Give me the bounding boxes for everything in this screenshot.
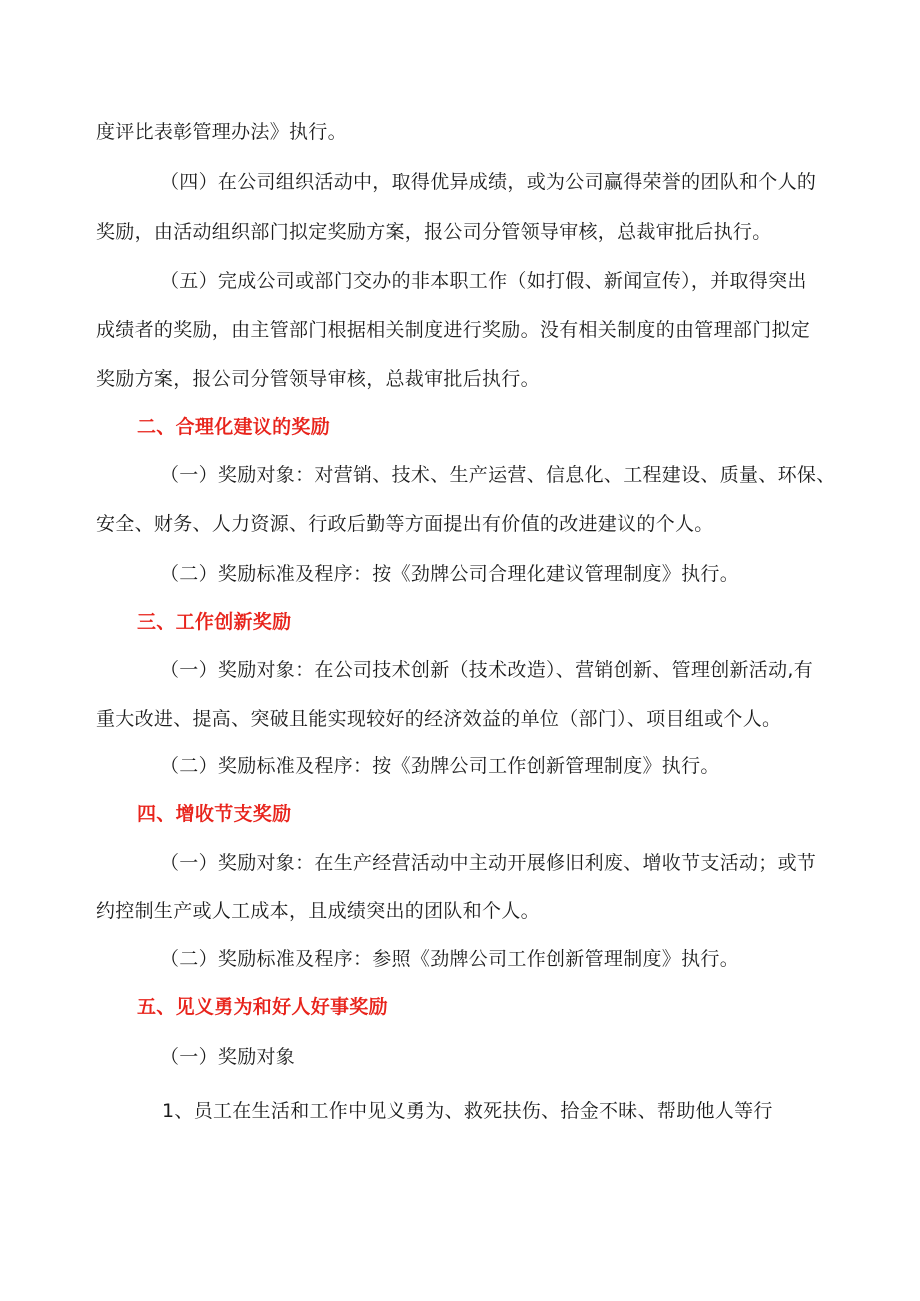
paragraph-line: （一）奖励对象 xyxy=(160,1046,296,1068)
paragraph-line: 1、员工在生活和工作中见义勇为、救死扶伤、拾金不昧、帮助他人等行 xyxy=(162,1100,773,1122)
paragraph-line: （二）奖励标准及程序：按《劲牌公司合理化建议管理制度》执行。 xyxy=(160,563,740,585)
section-heading: 五、见义勇为和好人好事奖励 xyxy=(137,996,388,1018)
paragraph-line: （四）在公司组织活动中，取得优异成绩，或为公司赢得荣誉的团队和个人的 xyxy=(160,171,817,193)
paragraph-line: （五）完成公司或部门交办的非本职工作（如打假、新闻宣传），并取得突出 xyxy=(160,270,807,292)
text-line: 奖励方案，报公司分管领导审核，总裁审批后执行。 xyxy=(96,368,540,390)
text-line: 安全、财务、人力资源、行政后勤等方面提出有价值的改进建议的个人。 xyxy=(96,513,714,535)
paragraph-line: （一）奖励对象：在公司技术创新（技术改造）、营销创新、管理创新活动,有 xyxy=(160,659,814,681)
text-line: 约控制生产或人工成本，且成绩突出的团队和个人。 xyxy=(96,900,540,922)
paragraph-line: （一）奖励对象：对营销、技术、生产运营、信息化、工程建设、质量、环保、 xyxy=(160,464,836,486)
text-line: 成绩者的奖励，由主管部门根据相关制度进行奖励。没有相关制度的由管理部门拟定 xyxy=(96,319,811,341)
paragraph-line: （二）奖励标准及程序：按《劲牌公司工作创新管理制度》执行。 xyxy=(160,755,720,777)
section-heading: 三、工作创新奖励 xyxy=(137,611,292,633)
text-line: 重大改进、提高、突破且能实现较好的经济效益的单位（部门）、项目组或个人。 xyxy=(96,708,782,730)
text-line: 奖励，由活动组织部门拟定奖励方案，报公司分管领导审核，总裁审批后执行。 xyxy=(96,221,772,243)
section-heading: 二、合理化建议的奖励 xyxy=(137,416,331,438)
paragraph-line: （二）奖励标准及程序：参照《劲牌公司工作创新管理制度》执行。 xyxy=(160,948,740,970)
section-heading: 四、增收节支奖励 xyxy=(137,803,292,825)
text-line: 度评比表彰管理办法》执行。 xyxy=(96,121,347,143)
paragraph-line: （一）奖励对象：在生产经营活动中主动开展修旧利废、增收节支活动；或节 xyxy=(160,852,817,874)
